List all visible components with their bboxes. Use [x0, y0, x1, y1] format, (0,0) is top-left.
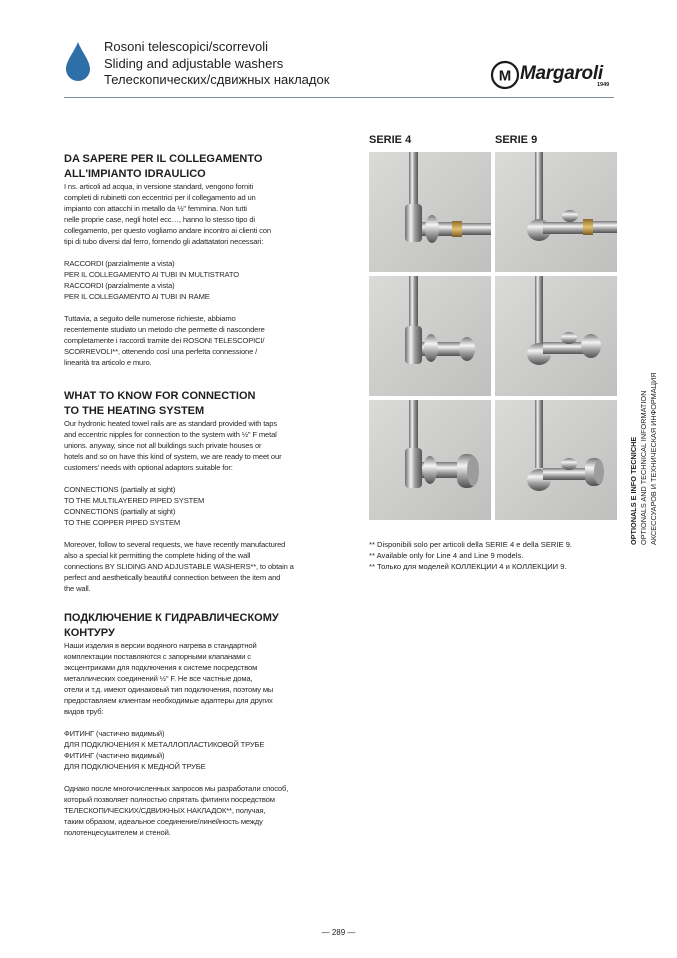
list-line: PER IL COLLEGAMENTO AI TUBI IN RAME [64, 292, 210, 301]
paragraph-line: полотенцесушителем и стеной. [64, 828, 171, 837]
paragraph-line: эксцентриками для подключения к системе посредством [64, 663, 258, 672]
paragraph-line: connections BY SLIDING AND ADJUSTABLE WASHERS**, to obtain a [64, 562, 294, 571]
heading-line: ALL'IMPIANTO IDRAULICO [64, 167, 206, 180]
paragraph-line: Tuttavia, a seguito delle numerose richieste, abbiamo [64, 314, 236, 323]
paragraph-line: the wall. [64, 584, 91, 593]
paragraph-line: отели и т.д. имеют одинаковый тип подключения, поэтому мы [64, 685, 274, 694]
list-line: RACCORDI (parzialmente a vista) [64, 281, 175, 290]
paragraph-line: also a special kit permitting the complete hiding of the wall [64, 551, 251, 560]
water-drop-icon [64, 41, 92, 83]
paragraph-line: collegamento, per questo vogliamo andare incontro ai clienti con [64, 226, 271, 235]
heading-line: DA SAPERE PER IL COLLEGAMENTO [64, 153, 263, 165]
paragraph-line: tipi di tubo diversi dal ferro, fornendo gli adattatatori necessari: [64, 237, 264, 246]
paragraph-line: Наши изделия в версии водяного нагрева в стандартной [64, 641, 257, 650]
paragraph-line: linearità tra articolo e muro. [64, 358, 152, 367]
paragraph-line: Однако после многочисленных запросов мы разработали способ, [64, 784, 289, 793]
list-line: CONNECTIONS (partially at sight) [64, 485, 176, 494]
paragraph-line: SCORREVOLI**, ottenendo così una perfetta connessione / [64, 347, 258, 356]
paragraph-line: таким образом, идеальное соединение/линейность между [64, 817, 263, 826]
page-title [104, 39, 329, 89]
paragraph-line: ТЕЛЕСКОПИЧЕСКИХ/СДВИЖНЫХ НАКЛАДОК**, получая, [64, 806, 266, 815]
list-line: RACCORDI (parzialmente a vista) [64, 259, 175, 268]
photo-serie9-multilayer-connection [495, 276, 617, 396]
paragraph-line: completamente i raccordi tramite dei ROSONI TELESCOPICI/ [64, 336, 265, 345]
title-russian: Телескопических/сдвижных накладок [104, 72, 330, 87]
title-italian: Rosoni telescopici/scorrevoli [104, 39, 269, 54]
serie-9-label: SERIE 9 [495, 134, 538, 146]
page-number: — 289 — [321, 928, 356, 937]
heading-line: WHAT TO KNOW FOR CONNECTION [64, 390, 256, 402]
photo-serie9-sliding-washer [495, 400, 617, 520]
section-italian [64, 152, 296, 368]
photo-serie4-multilayer-connection [369, 276, 491, 396]
heading-line: ПОДКЛЮЧЕНИЕ К ГИДРАВЛИЧЕСКОМУ [64, 612, 279, 624]
logo-mark: M [498, 67, 512, 85]
serie-4-label: SERIE 4 [369, 134, 412, 146]
photo-serie4-brass-connection [369, 152, 491, 272]
section-english [64, 389, 296, 594]
paragraph-line: completi di rubinetti con eccentrici per il collegamento ad un [64, 193, 256, 202]
paragraph-line: предоставляем клиентам необходимые адаптеры для других [64, 696, 273, 705]
side-label-italian: OPTIONALS E INFO TECNICHE [629, 436, 638, 545]
footnote-italian: ** Disponibili solo per articoli della SERIE 4 e della SERIE 9. [369, 540, 573, 549]
side-label-english: OPTIONALS AND TECHNICAL INFORMATION [639, 390, 648, 545]
side-section-label [629, 372, 677, 545]
list-line: ФИТИНГ (частично видимый) [64, 751, 165, 760]
photo-serie4-sliding-washer [369, 400, 491, 520]
list-line: ДЛЯ ПОДКЛЮЧЕНИЯ К МЕДНОЙ ТРУБЕ [64, 762, 206, 771]
header-divider [64, 97, 614, 98]
footnote-english: ** Available only for Line 4 and Line 9 models. [369, 550, 524, 560]
paragraph-line: hotels and so on have this kind of system, we are ready to meet our [64, 452, 282, 461]
paragraph-line: который позволяет полностью спрятать фитинги посредством [64, 795, 275, 804]
footnotes [369, 540, 572, 572]
paragraph-line: impianto con attacchi in metallo da ½" femmina. Non tutti [64, 204, 247, 213]
paragraph-line: I ns. articoli ad acqua, in versione standard, vengono forniti [64, 182, 254, 191]
list-line: PER IL COLLEGAMENTO AI TUBI IN MULTISTRATO [64, 270, 240, 279]
paragraph-line: видов труб: [64, 707, 104, 716]
list-line: TO THE MULTILAYERED PIPED SYSTEM [64, 496, 205, 505]
paragraph-line: unions. anyway, since not all buildings such private houses or [64, 441, 262, 450]
list-line: ФИТИНГ (частично видимый) [64, 729, 165, 738]
heading-line: КОНТУРУ [64, 626, 115, 639]
logo-year: 1949 [597, 82, 610, 88]
paragraph-line: nelle proprie case, negli hotel ecc…, hanno lo stesso tipo di [64, 215, 255, 224]
paragraph-line: perfect and aesthetically beautiful connection between the item and [64, 573, 281, 582]
paragraph-line: комплектации поставляются с запорными клапанами с [64, 652, 251, 661]
paragraph-line: recentemente studiato un metodo che permette di nascondere [64, 325, 265, 334]
paragraph-line: металлических соединений ½" F. Не все частные дома, [64, 674, 253, 683]
side-label-russian: АКСЕССУАРОВ И ТЕХНИЧЕСКАЯ ИНФОРМАЦИЯ [649, 372, 658, 545]
list-line: CONNECTIONS (partially at sight) [64, 507, 176, 516]
paragraph-line: Our hydronic heated towel rails are as standard provided with taps [64, 419, 277, 428]
logo-wordmark: Margaroli [520, 63, 603, 84]
list-line: ДЛЯ ПОДКЛЮЧЕНИЯ К МЕТАЛЛОПЛАСТИКОВОЙ ТРУБЕ [64, 740, 265, 749]
paragraph-line: Moreover, follow to several requests, we have recently manufactured [64, 540, 286, 549]
title-english: Sliding and adjustable washers [104, 55, 284, 71]
paragraph-line: customers' needs with optional adaptors suitable for: [64, 463, 233, 472]
photo-serie9-brass-connection [495, 152, 617, 272]
footnote-russian: ** Только для моделей КОЛЛЕКЦИИ 4 и КОЛЛЕКЦИИ 9. [369, 561, 567, 571]
heading-line: TO THE HEATING SYSTEM [64, 404, 205, 417]
section-russian [64, 611, 296, 838]
list-line: TO THE COPPER PIPED SYSTEM [64, 518, 181, 527]
paragraph-line: and eccentric nipples for connection to the system with ½" F metal [64, 430, 277, 439]
